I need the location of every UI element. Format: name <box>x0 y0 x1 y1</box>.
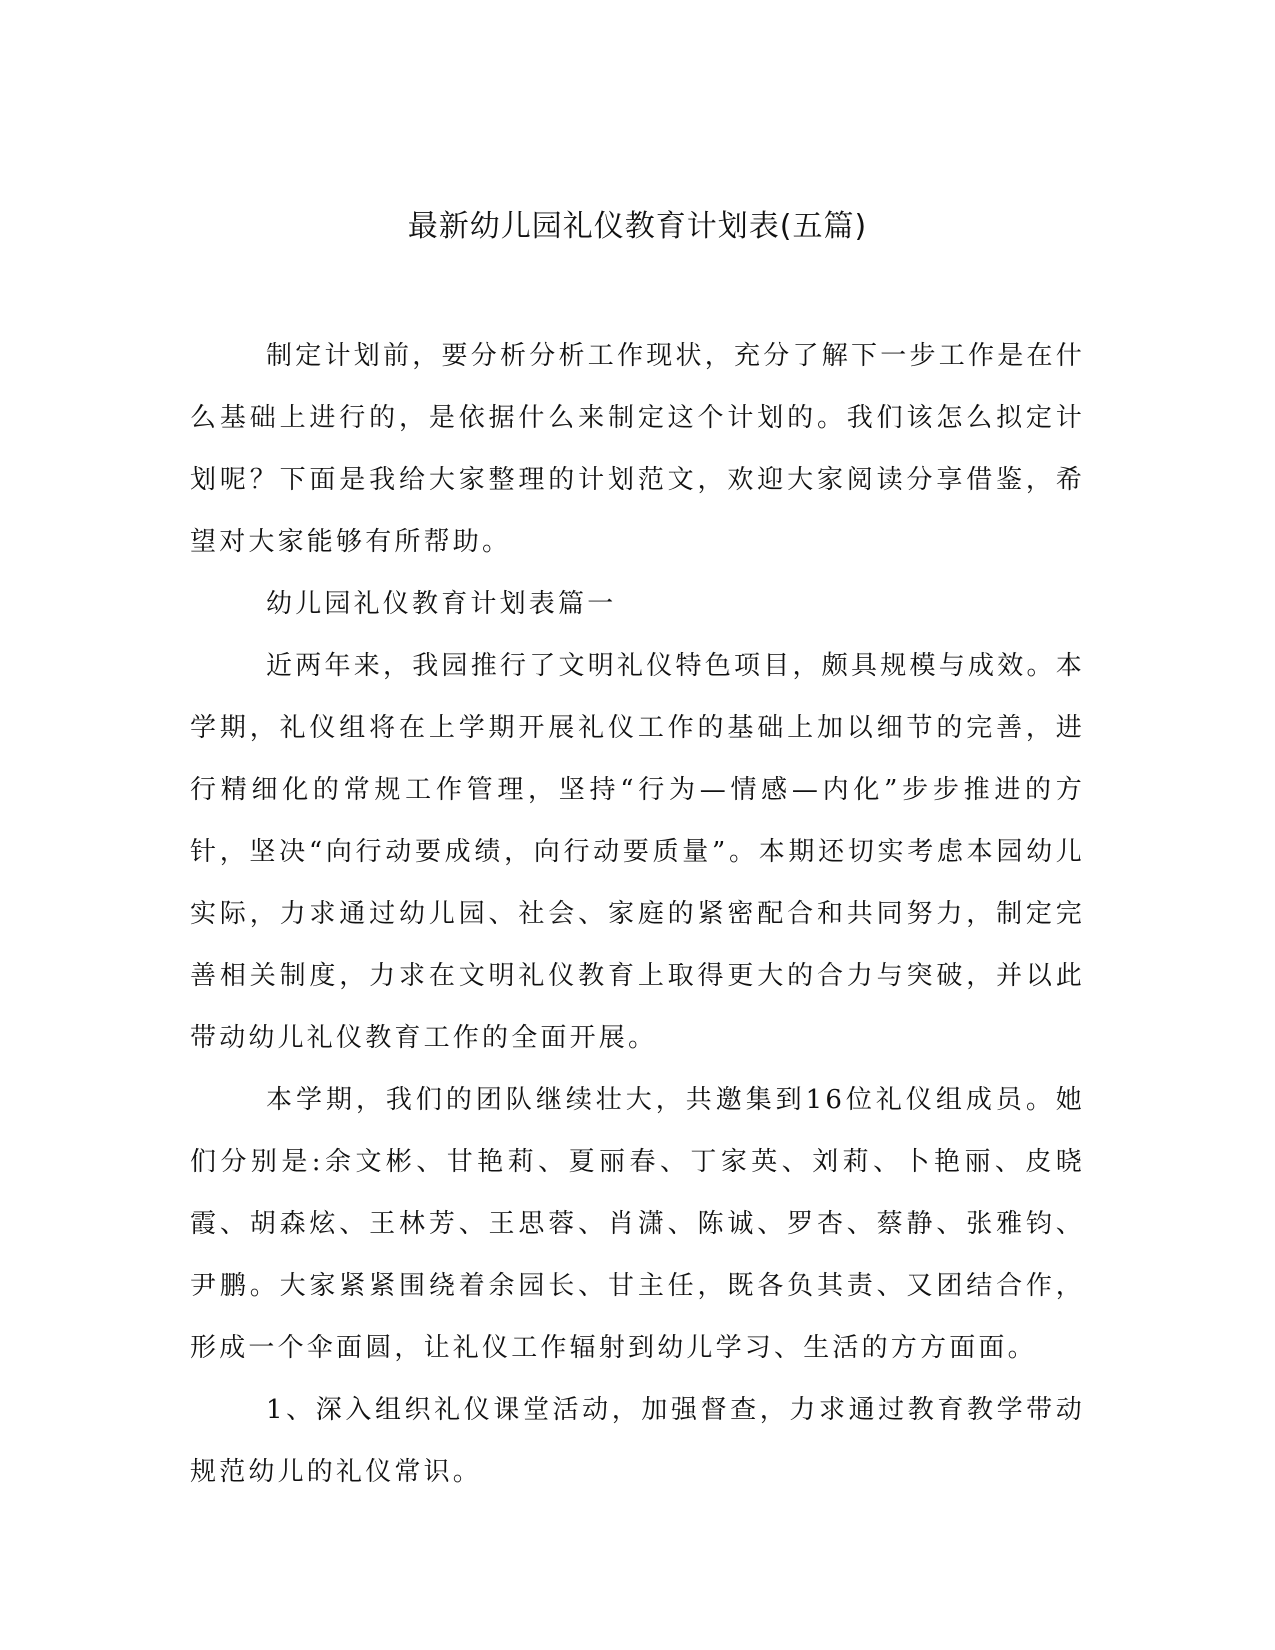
section-heading: 幼儿园礼仪教育计划表篇一 <box>266 589 617 619</box>
document-title: 最新幼儿园礼仪教育计划表(五篇) <box>407 209 868 244</box>
document-body <box>190 325 1085 1503</box>
list-item-paragraph: 1、深入组织礼仪课堂活动，加强督查，力求通过教育教学带动规范幼儿的礼仪常识。 <box>190 1395 1085 1487</box>
intro-paragraph: 制定计划前，要分析分析工作现状，充分了解下一步工作是在什么基础上进行的，是依据什么来制定这个计划的。我们该怎么拟定计划呢？下面是我给大家整理的计划范文，欢迎大家阅读分享借鉴，希望对大家能够有所帮助。 <box>190 341 1085 557</box>
body-paragraph: 近两年来，我园推行了文明礼仪特色项目，颇具规模与成效。本学期，礼仪组将在上学期开展礼仪工作的基础上加以细节的完善，进行精细化的常规工作管理，坚持“行为—情感—内化”步步推进的方针，坚决“向行动要成绩，向行动要质量”。本期还切实考虑本园幼儿实际，力求通过幼儿园、社会、家庭的紧密配合和共同努力，制定完善相关制度，力求在文明礼仪教育上取得更大的合力与突破，并以此带动幼儿礼仪教育工作的全面开展。 <box>190 651 1085 1053</box>
body-paragraph: 本学期，我们的团队继续壮大，共邀集到16位礼仪组成员。她们分别是:余文彬、甘艳莉、夏丽春、丁家英、刘莉、卜艳丽、皮晓霞、胡森炫、王林芳、王思蓉、肖潇、陈诚、罗杏、蔡静、张雅钧、尹鹏。大家紧紧围绕着余园长、甘主任，既各负其责、又团结合作，形成一个伞面圆，让礼仪工作辐射到幼儿学习、生活的方方面面。 <box>190 1085 1085 1363</box>
